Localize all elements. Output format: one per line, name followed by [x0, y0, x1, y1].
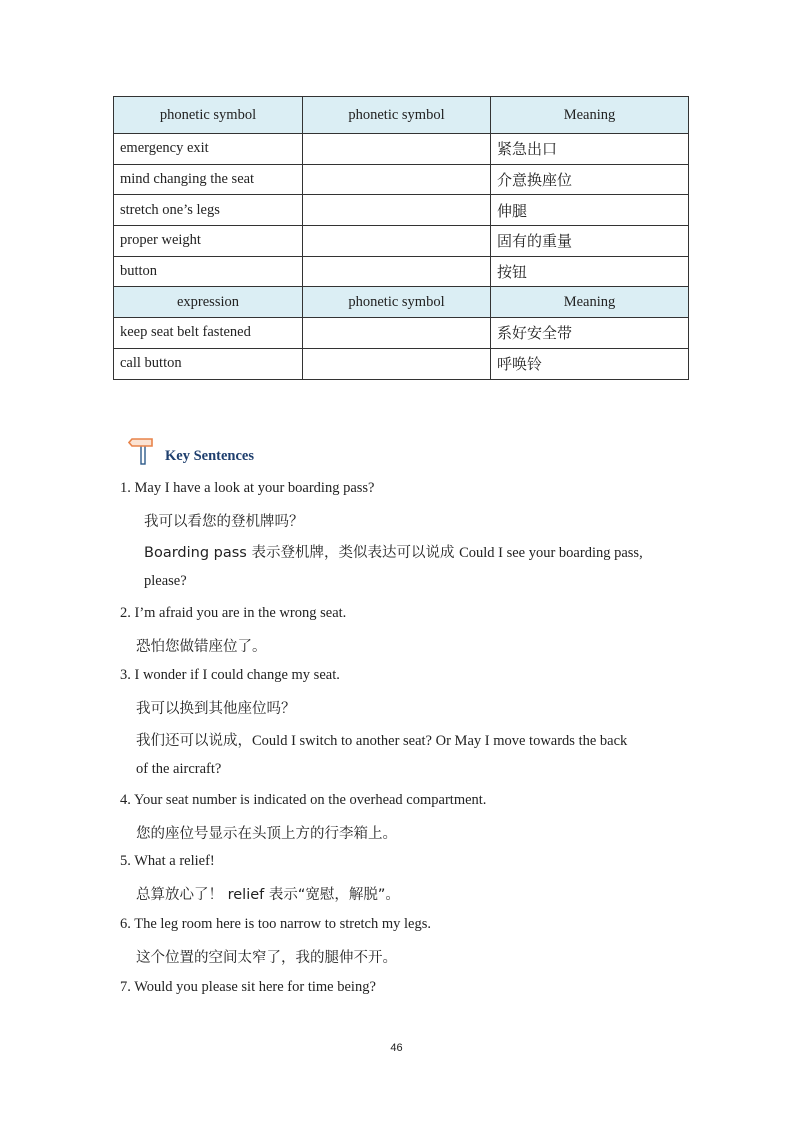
table-header-cell: Meaning — [491, 97, 689, 134]
phonetic-cell — [303, 256, 491, 287]
sentence-6-zh: 这个位置的空间太窄了，我的腿伸不开。 — [136, 950, 397, 966]
sentence-2-zh: 恐怕您做错座位了。 — [136, 639, 267, 655]
page-number: 46 — [390, 1042, 403, 1054]
sentence-3-note — [136, 729, 627, 750]
meaning-cell: 伸腿 — [491, 195, 689, 226]
phonetic-cell — [303, 195, 491, 226]
table-header-cell: phonetic symbol — [114, 97, 303, 134]
sentence-4-en: 4. Your seat number is indicated on the overhead compartment. — [120, 792, 487, 808]
phonetic-cell — [303, 226, 491, 257]
phonetic-cell — [303, 164, 491, 195]
term-cell: keep seat belt fastened — [114, 318, 303, 349]
term-cell: emergency exit — [114, 134, 303, 165]
table-row — [114, 256, 689, 287]
table-row — [114, 134, 689, 165]
section-title: Key Sentences — [165, 448, 254, 464]
term-cell: stretch one’s legs — [114, 195, 303, 226]
meaning-cell: 呼唤铃 — [491, 348, 689, 379]
sentence-2-en: 2. I’m afraid you are in the wrong seat. — [120, 605, 347, 621]
table-header-cell: phonetic symbol — [303, 287, 491, 318]
sentence-1-en: 1. May I have a look at your boarding pass? — [120, 480, 375, 496]
sentence-3-en: 3. I wonder if I could change my seat. — [120, 667, 340, 683]
key-sentences-heading — [128, 436, 428, 466]
meaning-cell: 系好安全带 — [491, 318, 689, 349]
table-header-cell: expression — [114, 287, 303, 318]
table-row — [114, 164, 689, 195]
sentence-4-zh: 您的座位号显示在头顶上方的行李箱上。 — [136, 826, 397, 842]
sentence-5-zh: 总算放心了！ relief 表示“宽慰，解脱”。 — [136, 887, 400, 903]
sentence-3-note-cont: of the aircraft? — [136, 761, 222, 777]
note-text-en: Could I switch to another seat? Or May I move towards the back — [252, 733, 628, 749]
meaning-cell: 按钮 — [491, 256, 689, 287]
meaning-cell: 固有的重量 — [491, 226, 689, 257]
table-header-cell: Meaning — [491, 287, 689, 318]
table-row — [114, 348, 689, 379]
sentence-6-en: 6. The leg room here is too narrow to stretch my legs. — [120, 916, 432, 932]
table-header-row — [114, 287, 689, 318]
note-text-zh: Boarding pass 表示登机牌，类似表达可以说成 — [144, 545, 460, 561]
term-cell: proper weight — [114, 226, 303, 257]
sentence-1-zh: 我可以看您的登机牌吗？ — [144, 514, 304, 530]
term-cell: call button — [114, 348, 303, 379]
table-row — [114, 318, 689, 349]
note-text-zh: 我们还可以说成， — [136, 733, 252, 749]
sentence-5-en: 5. What a relief! — [120, 853, 215, 869]
sentence-7-en: 7. Would you please sit here for time being? — [120, 979, 376, 995]
note-text-en: Could I see your boarding pass, — [459, 545, 643, 561]
phonetic-cell — [303, 134, 491, 165]
sentence-1-note-cont: please? — [144, 573, 187, 589]
phonetic-cell — [303, 318, 491, 349]
meaning-cell: 紧急出口 — [491, 134, 689, 165]
sentence-3-zh: 我可以换到其他座位吗？ — [136, 701, 296, 717]
table-row — [114, 195, 689, 226]
term-cell: mind changing the seat — [114, 164, 303, 195]
vocabulary-table — [113, 96, 689, 380]
term-cell: button — [114, 256, 303, 287]
table-header-cell: phonetic symbol — [303, 97, 491, 134]
signpost-icon — [128, 436, 158, 466]
phonetic-cell — [303, 348, 491, 379]
table-row — [114, 226, 689, 257]
sentence-1-note — [144, 541, 643, 562]
meaning-cell: 介意换座位 — [491, 164, 689, 195]
table-header-row — [114, 97, 689, 134]
